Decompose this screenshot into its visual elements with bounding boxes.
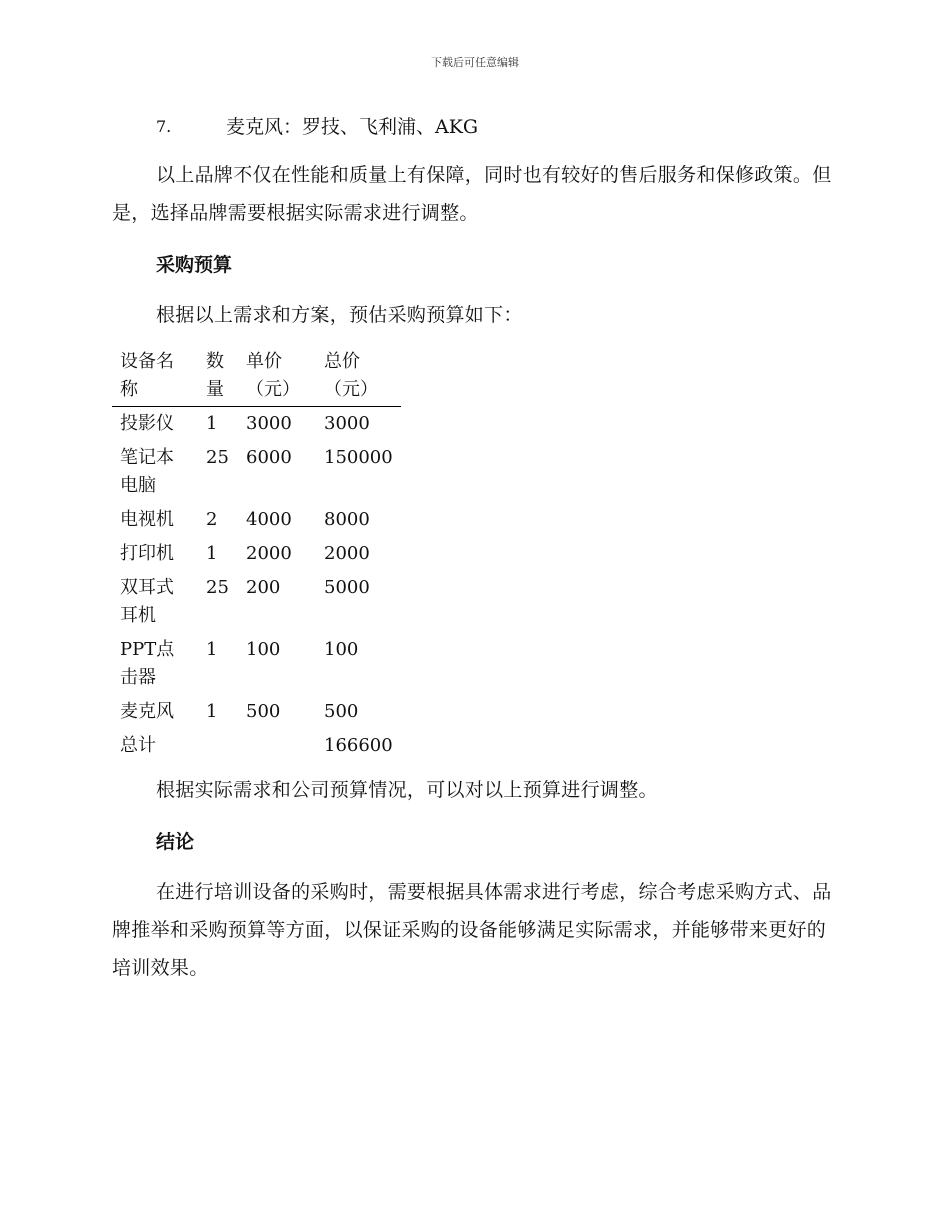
table-cell: 5000 [324, 577, 370, 598]
table-cell: 3000 [324, 413, 370, 434]
table-cell: 4000 [246, 509, 292, 530]
table-cell: 100 [324, 639, 359, 660]
table-cell: 2000 [324, 543, 370, 564]
document-body [112, 110, 832, 1001]
table-cell: 1 [206, 701, 218, 722]
table-cell: 100 [246, 639, 281, 660]
heading-budget: 采购预算 [156, 254, 233, 276]
table-row-total [112, 729, 401, 763]
table-header-cell: 单价（元） [238, 348, 316, 407]
table-cell: 麦克风 [120, 701, 174, 722]
paragraph-brands-note: 以上品牌不仅在性能和质量上有保障，同时也有较好的售后服务和保修政策。但是，选择品牌需要根据实际需求进行调整。 [112, 164, 832, 224]
table-cell: 双耳式耳机 [120, 577, 174, 626]
table-cell [238, 729, 316, 763]
table-cell: 打印机 [120, 543, 174, 564]
table-cell: 6000 [246, 447, 292, 468]
heading-conclusion: 结论 [156, 831, 195, 853]
table-header-cell: 数量 [198, 348, 238, 407]
paragraph-conclusion: 在进行培训设备的采购时，需要根据具体需求进行考虑，综合考虑采购方式、品牌推举和采购预算等方面，以保证采购的设备能够满足实际需求，并能够带来更好的培训效果。 [112, 881, 832, 979]
table-row [112, 633, 401, 695]
table-cell: 166600 [324, 735, 393, 756]
table-row [112, 537, 401, 571]
page-header: 下载后可任意编辑 [431, 56, 519, 69]
table-header-row [112, 348, 401, 407]
table-cell: 投影仪 [120, 413, 174, 434]
table-cell: 1 [206, 413, 218, 434]
table-cell: 25 [206, 577, 229, 598]
table-cell: 500 [246, 701, 281, 722]
table-cell [198, 729, 238, 763]
budget-table [112, 348, 401, 763]
table-header-cell: 总价（元） [316, 348, 401, 407]
table-cell: 3000 [246, 413, 292, 434]
table-cell: 2 [206, 509, 218, 530]
table-cell: 1 [206, 639, 218, 660]
table-cell: 8000 [324, 509, 370, 530]
table-cell: 2000 [246, 543, 292, 564]
table-cell: 200 [246, 577, 281, 598]
table-cell: 500 [324, 701, 359, 722]
table-header-cell: 设备名称 [112, 348, 198, 407]
table-cell: 笔记本电脑 [120, 447, 174, 496]
paragraph-budget-note: 根据实际需求和公司预算情况，可以对以上预算进行调整。 [156, 779, 658, 801]
table-row [112, 571, 401, 633]
table-row [112, 503, 401, 537]
table-cell: 电视机 [120, 509, 174, 530]
list-number: 7. [156, 117, 172, 136]
table-cell: 150000 [324, 447, 393, 468]
list-text: 麦克风：罗技、飞利浦、AKG [226, 116, 479, 138]
table-cell: 1 [206, 543, 218, 564]
table-row [112, 441, 401, 503]
table-cell: 总计 [120, 735, 156, 756]
table-row [112, 695, 401, 729]
table-cell: 25 [206, 447, 229, 468]
list-item-microphone [112, 110, 832, 144]
table-row [112, 407, 401, 442]
paragraph-budget-intro: 根据以上需求和方案，预估采购预算如下： [156, 304, 523, 326]
table-cell: PPT点击器 [120, 639, 175, 688]
